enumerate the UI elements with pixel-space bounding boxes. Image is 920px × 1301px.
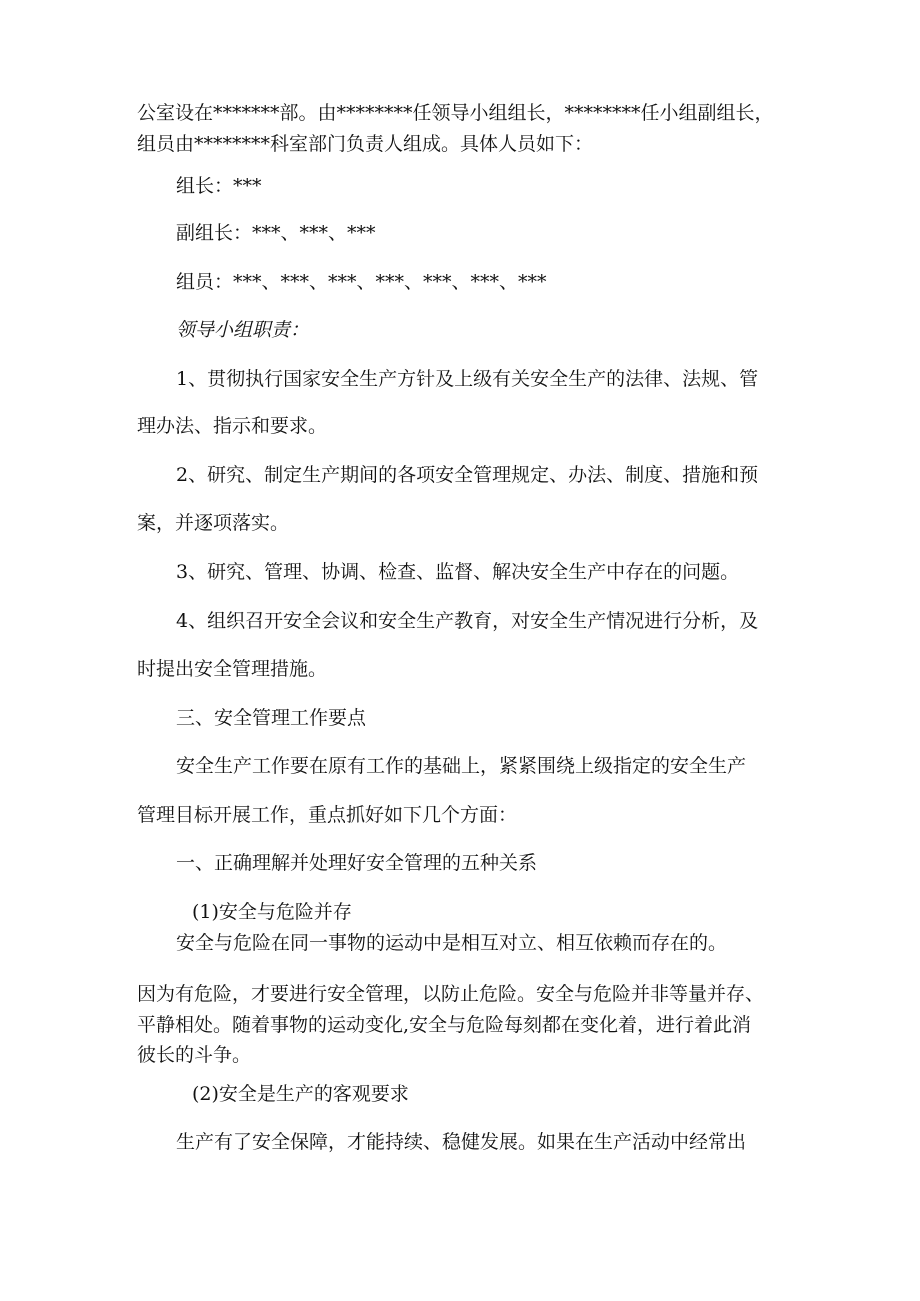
section-heading: 三、安全管理工作要点 xyxy=(176,707,367,729)
text-line: 管理目标开展工作，重点抓好如下几个方面： xyxy=(137,804,518,826)
text-line: 组长：*** xyxy=(176,175,262,197)
text-line: 3、研究、管理、协调、检查、监督、解决安全生产中存在的问题。 xyxy=(176,561,740,583)
text-line: 理办法、指示和要求。 xyxy=(137,415,328,437)
text-line: 组员由********科室部门负责人组成。具体人员如下： xyxy=(137,133,594,155)
subsection-heading: (1)安全与危险并存 xyxy=(192,901,352,923)
subsection-heading: (2)安全是生产的客观要求 xyxy=(192,1083,409,1105)
text-line: 彼长的斗争。 xyxy=(137,1044,252,1066)
text-line: 组员：***、***、***、***、***、***、*** xyxy=(176,271,547,293)
text-line: 1、贯彻执行国家安全生产方针及上级有关安全生产的法律、法规、管 xyxy=(176,368,759,390)
text-line: 副组长：***、***、*** xyxy=(176,222,376,244)
text-line: 安全生产工作要在原有工作的基础上，紧紧围绕上级指定的安全生产 xyxy=(176,755,747,777)
text-line: 平静相处。随着事物的运动变化,安全与危险每刻都在变化着，进行着此消 xyxy=(137,1014,752,1036)
section-heading: 领导小组职责： xyxy=(176,319,310,341)
text-line: 生产有了安全保障，才能持续、稳健发展。如果在生产活动中经常出 xyxy=(176,1131,747,1153)
text-line: 时提出安全管理措施。 xyxy=(137,658,328,680)
text-line: 2、研究、制定生产期间的各项安全管理规定、办法、制度、措施和预 xyxy=(176,464,759,486)
text-line: 安全与危险在同一事物的运动中是相互对立、相互依赖而存在的。 xyxy=(176,932,728,954)
text-line: 4、组织召开安全会议和安全生产教育，对安全生产情况进行分析，及 xyxy=(176,610,759,632)
text-line: 公室设在*******部。由********任领导小组组长，********任小组副组长， xyxy=(137,102,774,124)
text-line: 因为有危险，才要进行安全管理，以防止危险。安全与危险并非等量并存、 xyxy=(137,983,765,1005)
section-heading: 一、正确理解并处理好安全管理的五种关系 xyxy=(176,852,538,874)
text-line: 案，并逐项落实。 xyxy=(137,512,290,534)
